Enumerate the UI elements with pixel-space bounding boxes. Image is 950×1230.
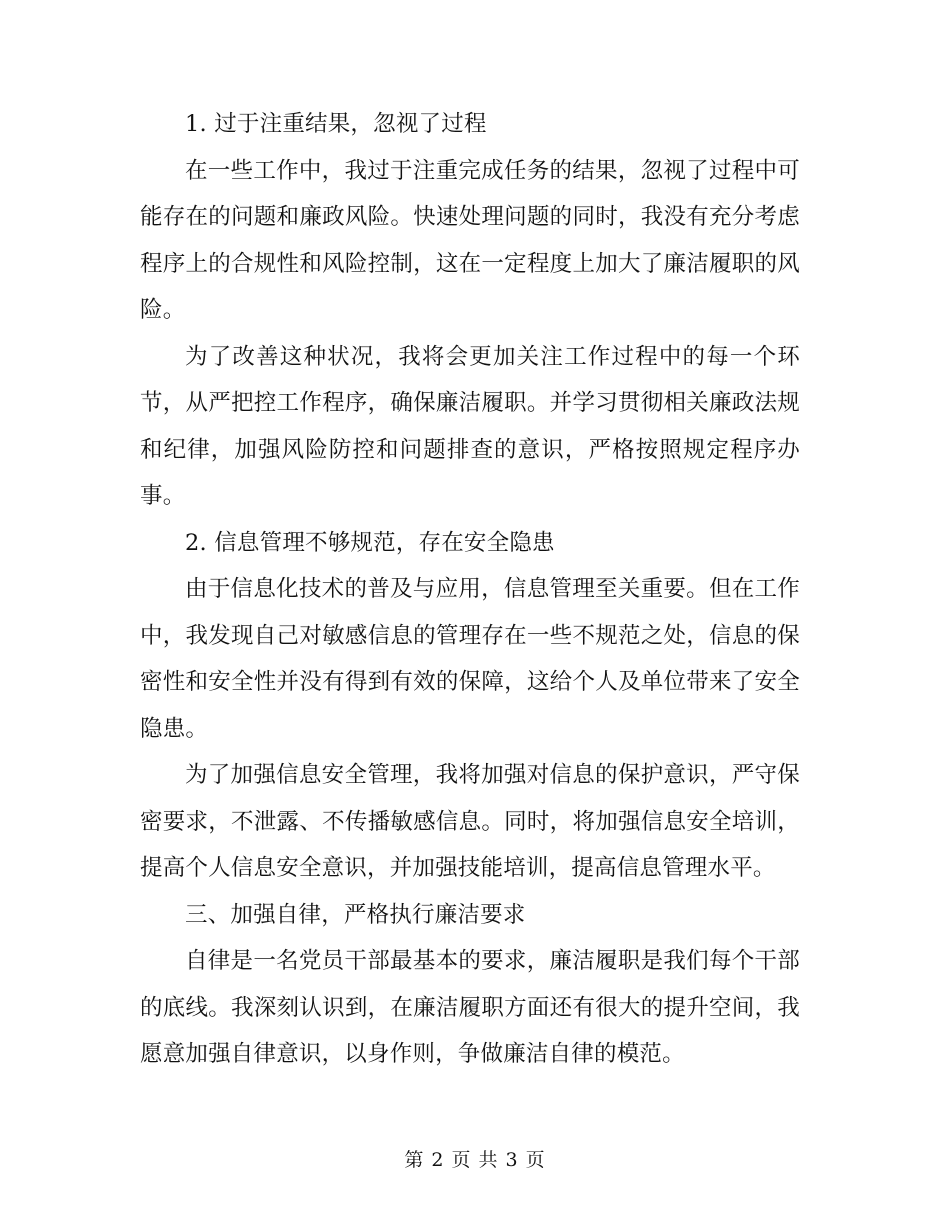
heading-result-over-process: 1. 过于注重结果，忽视了过程: [185, 111, 487, 137]
paragraph-process-improvement: 为了改善这种状况，我将会更加关注工作过程中的每一个环节，从严把控工作程序，确保廉洁履职。并学习贯彻相关廉政法规和纪律，加强风险防控和问题排查的意识，严格按照规定程序办事。: [140, 343, 800, 509]
heading-information-management: 2. 信息管理不够规范，存在安全隐患: [185, 529, 555, 556]
paragraph-information-problem: 由于信息化技术的普及与应用，信息管理至关重要。但在工作中，我发现自己对敏感信息的管理存在一些不规范之处，信息的保密性和安全性并没有得到有效的保障，这给个人及单位带来了安全隐患。: [140, 576, 800, 742]
document-body: [140, 101, 800, 1078]
heading-self-discipline: 三、加强自律，严格执行廉洁要求: [185, 901, 526, 928]
page-number-footer: 第 2 页 共 3 页: [404, 1149, 546, 1171]
paragraph-information-improvement: 为了加强信息安全管理，我将加强对信息的保护意识，严守保密要求，不泄露、不传播敏感信息。同时，将加强信息安全培训，提高个人信息安全意识，并加强技能培训，提高信息管理水平。: [140, 762, 800, 881]
paragraph-self-discipline: 自律是一名党员干部最基本的要求，廉洁履职是我们每个干部的底线。我深刻认识到，在廉洁履职方面还有很大的提升空间，我愿意加强自律意识，以身作则，争做廉洁自律的模范。: [140, 948, 800, 1067]
paragraph-result-problem: 在一些工作中，我过于注重完成任务的结果，忽视了过程中可能存在的问题和廉政风险。快速处理问题的同时，我没有充分考虑程序上的合规性和风险控制，这在一定程度上加大了廉洁履职的风险。: [140, 157, 800, 323]
